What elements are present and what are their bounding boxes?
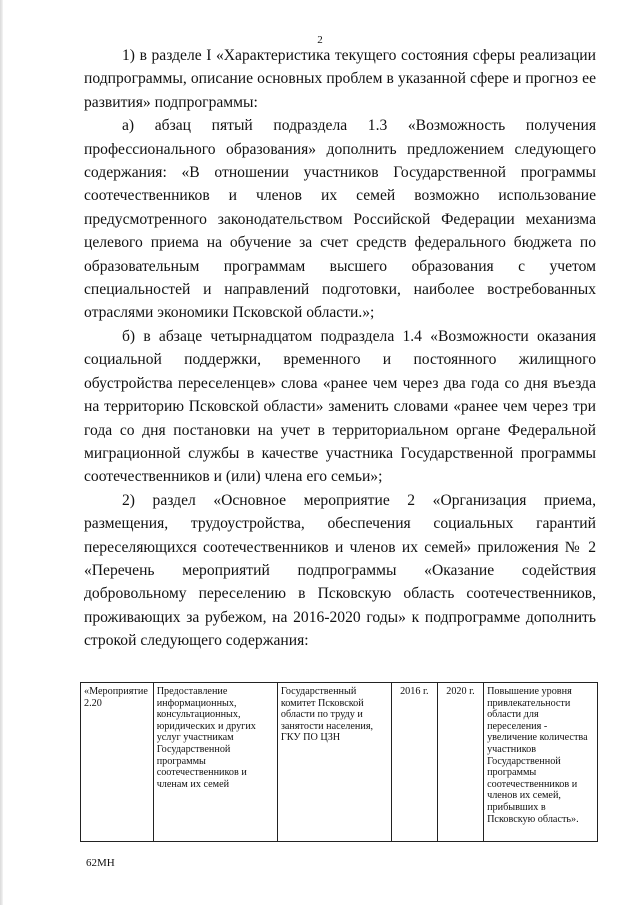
paragraph-item-b: б) в абзаце четырнадцатом подраздела 1.4 «Возможности оказания социальной поддержки, временного и постоянного жилищного обустройства переселенцев» слова «ранее чем через два года со дня въезда на территорию Псковской области» заменить словами «ранее чем через три года со дня постановки на учет в территориальном органе Федеральной миграционной службы в качестве участника Государственной программы соотечественников и (или) члена его семьи»;: [84, 327, 596, 486]
cell-expected-result: Повышение уровня привлекательности области для переселения - увеличение количества участников Государственной программы соотечественников и членов их семей, прибывших в Псковскую область».: [484, 683, 598, 842]
document-body: [84, 44, 596, 653]
paragraph-section-1: 1) в разделе I «Характеристика текущего состояния сферы реализации подпрограммы, описание основных проблем в указанной сфере и прогноз ее развития» подпрограммы:: [84, 47, 596, 111]
page-number: 2: [317, 34, 323, 46]
cell-description: Предоставление информационных, консультационных, юридических и других услуг участникам Государственной программы соотечественников и членам их семей: [153, 683, 277, 842]
cell-end-year: 2020 г.: [437, 683, 483, 842]
cell-measure-code: «Мероприятие 2.20: [81, 683, 154, 842]
cell-executor: Государственный комитет Псковской области по труду и занятости населения, ГКУ ПО ЦЗН: [277, 683, 391, 842]
footer-code: 62МН: [86, 857, 115, 869]
cell-start-year: 2016 г.: [391, 683, 437, 842]
paragraph-item-a: а) абзац пятый подраздела 1.3 «Возможность получения профессионального образования» дополнить предложением следующего содержания: «В отношении участников Государственной программы соотечественников и членов их семей возможно использование предусмотренного законодательством Российской Федерации механизма целевого приема на обучение за счет средств федерального бюджета по образовательным программам высшего образования с учетом специальностей и направлений подготовки, наиболее востребованных отраслями экономики Псковской области.»;: [84, 117, 596, 322]
table-row: [81, 683, 598, 842]
paragraph-section-2: 2) раздел «Основное мероприятие 2 «Организация приема, размещения, трудоустройства, обеспечения социальных гарантий переселяющихся соотечественников и членов их семей» приложения № 2 «Перечень мероприятий подпрограммы «Оказание содействия добровольному переселению в Псковскую область соотечественников, проживающих за рубежом, на 2016-2020 годы» к подпрограмме дополнить строкой следующего содержания:: [84, 491, 596, 650]
measures-table: [80, 682, 598, 842]
scan-edge: [0, 0, 3, 905]
